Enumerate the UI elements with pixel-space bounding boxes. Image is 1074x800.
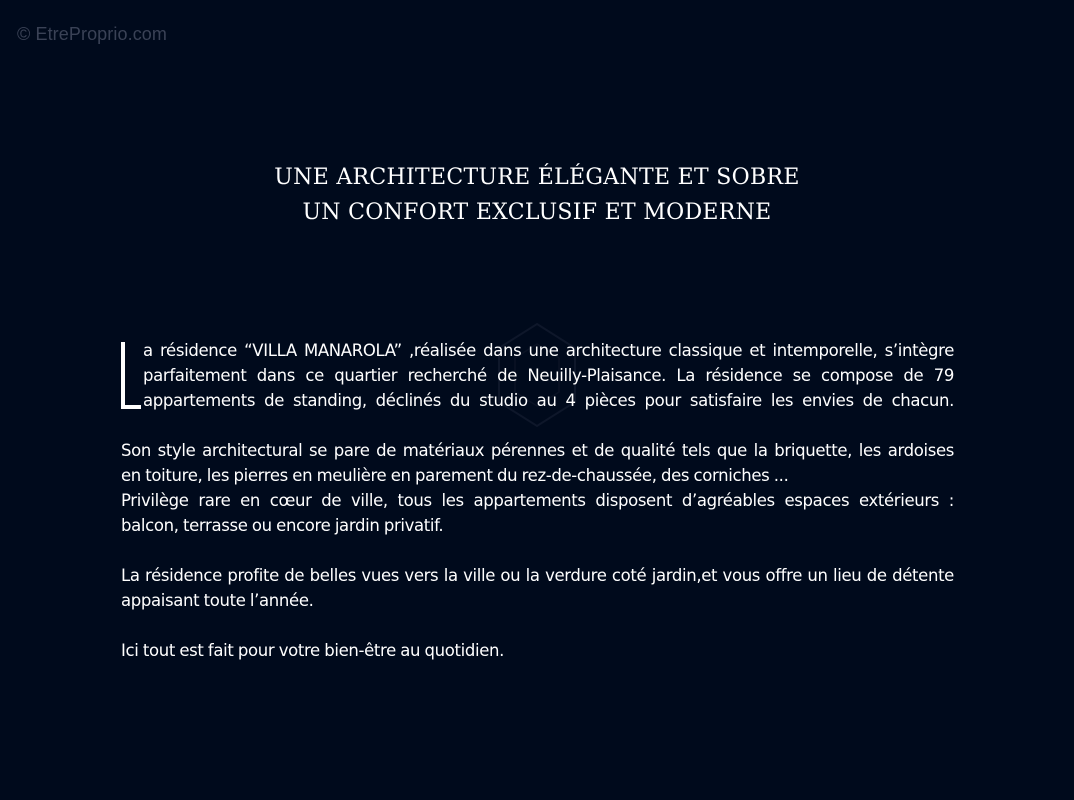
description-body (121, 338, 954, 663)
headline-line-2: UN CONFORT EXCLUSIF ET MODERNE (302, 200, 772, 225)
headline (0, 160, 1074, 230)
text-line: Privilège rare en cœur de ville, tous les appartements disposent d’agréables espaces extérieurs : (121, 491, 954, 510)
text-line: appartements de standing, déclinés du studio au 4 pièces pour satisfaire les envies de chacun. (143, 391, 954, 410)
text-line: Son style architectural se pare de matériaux pérennes et de qualité tels que la briquette, les ardoises (121, 441, 954, 460)
headline-line-1: UNE ARCHITECTURE ÉLÉGANTE ET SOBRE (274, 165, 800, 190)
paragraph-intro (121, 338, 954, 413)
text-line: balcon, terrasse ou encore jardin privatif. (121, 516, 444, 535)
text-line: en toiture, les pierres en meulière en parement du rez-de-chaussée, des corniches ... (121, 466, 789, 485)
text-line: appaisant toute l’année. (121, 591, 314, 610)
drop-cap-l-icon (121, 342, 139, 409)
paragraph-views (121, 563, 954, 613)
text-line: La résidence profite de belles vues vers la ville ou la verdure coté jardin,et vous offre un lieu de détente (121, 566, 954, 585)
text-line: a résidence “VILLA MANAROLA” ,réalisée dans une architecture classique et intemporelle, s’intègre (143, 341, 954, 360)
paragraph-architecture (121, 438, 954, 538)
copyright-watermark: © EtreProprio.com (17, 24, 168, 44)
text-line: parfaitement dans ce quartier recherché de Neuilly-Plaisance. La résidence se compose de 79 (143, 366, 954, 385)
text-line: Ici tout est fait pour votre bien-être au quotidien. (121, 641, 505, 660)
paragraph-wellbeing (121, 638, 954, 663)
